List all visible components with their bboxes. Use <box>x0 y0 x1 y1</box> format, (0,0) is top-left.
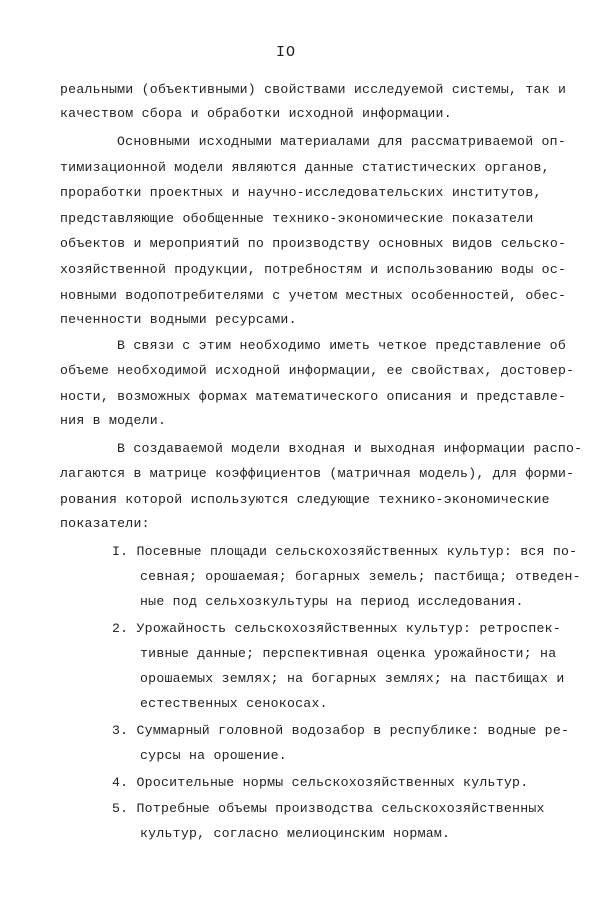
text-line: Основными исходными материалами для рассматриваемой оп- <box>117 134 567 149</box>
text-line: печенности водными ресурсами. <box>60 312 297 327</box>
text-line: В создаваемой модели входная и выходная информации распо- <box>117 441 583 456</box>
text-line: качеством сбора и обработки исходной информации. <box>60 106 452 121</box>
page-number: IO <box>276 44 297 61</box>
list-item-continuation: орошаемых землях; на богарных землях; на пастбищах и <box>140 671 565 686</box>
list-item: 3. Суммарный головной водозабор в республике: водные ре- <box>112 723 570 738</box>
list-item-continuation: ные под сельхозкультуры на период исследования. <box>140 594 524 609</box>
text-line: лагаются в матрице коэффициентов (матричная модель), для форми- <box>60 466 575 481</box>
list-item: I. Посевные площади сельскохозяйственных культур: вся по- <box>112 544 578 559</box>
list-item-continuation: сурсы на орошение. <box>140 748 287 763</box>
text-line: представляющие обобщенные технико-экономические показатели <box>60 211 534 226</box>
text-line: В связи с этим необходимо иметь четкое представление об <box>117 338 567 353</box>
list-item-continuation: естественных сенокосах. <box>140 696 328 711</box>
list-item: 5. Потребные объемы производства сельскохозяйственных <box>112 801 545 816</box>
text-line: ния в модели. <box>60 413 167 428</box>
list-item-continuation: тивные данные; перспективная оценка урожайности; на <box>140 646 557 661</box>
list-item: 4. Оросительные нормы сельскохозяйственных культур. <box>112 775 529 790</box>
text-line: проработки проектных и научно-исследовательских институтов, <box>60 185 542 200</box>
text-line: хозяйственной продукции, потребностям и использованию воды ос- <box>60 262 567 277</box>
list-item-continuation: культур, согласно мелиоцинским нормам. <box>140 826 451 841</box>
text-line: рования которой используются следующие технико-экономические <box>60 492 550 507</box>
text-line: ности, возможных формах математического описания и представле- <box>60 389 567 404</box>
list-item-continuation: севная; орошаемая; богарных земель; пастбища; отведен- <box>140 569 581 584</box>
text-line: объеме необходимой исходной информации, ее свойствах, достовер- <box>60 363 575 378</box>
list-item: 2. Урожайность сельскохозяйственных культур: ретроспек- <box>112 621 562 636</box>
text-line: тимизационной модели являются данные статистических органов, <box>60 160 550 175</box>
text-line: показатели: <box>60 516 150 531</box>
text-line: реальными (объективными) свойствами исследуемой системы, так и <box>60 82 567 97</box>
text-line: объектов и мероприятий по производству основных видов сельско- <box>60 236 567 251</box>
text-line: новными водопотребителями с учетом местных особенностей, обес- <box>60 288 567 303</box>
